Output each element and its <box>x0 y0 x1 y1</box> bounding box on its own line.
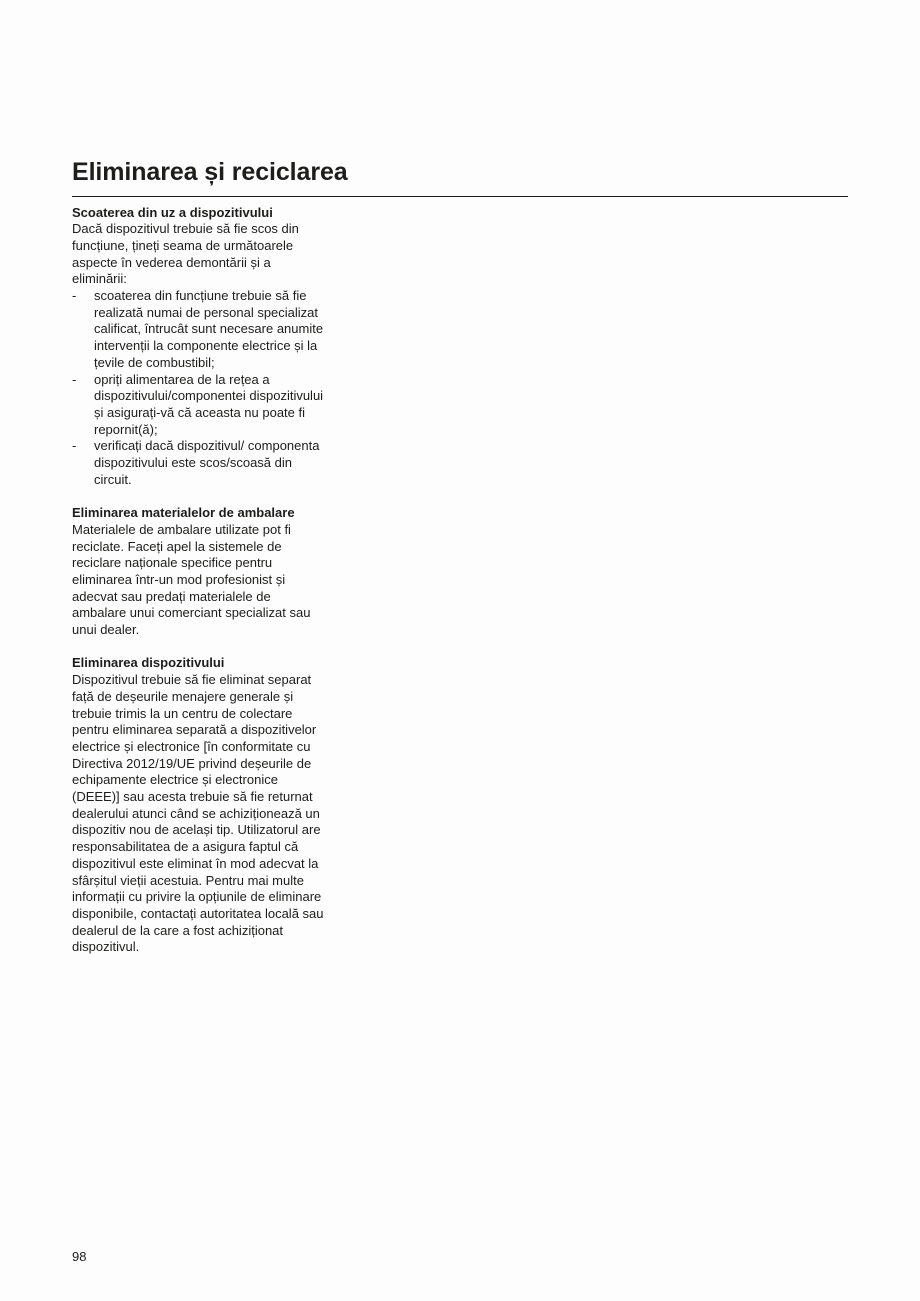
device-disposal-body: Dispozitivul trebuie să fie eliminat separat față de deșeurile menajere generale și trebuie trimis la un centru de colectare pentru eliminarea separată a dispozitivelor electrice și electronice [în conformitate cu Directiva 2012/19/UE privind deșeurile de echipamente electrice și electronice (DEEE)] sau acesta trebuie să fie returnat dealerului atunci când se achiziționează un dispozitiv nou de același tip. Utilizatorul are responsabilitatea de a asigura faptul că dispozitivul este eliminat în mod adecvat la sfârșitul vieții acestuia. Pentru mai multe informații cu privire la opțiunile de eliminare disponibile, contactați autoritatea locală sau dealerul de la care a fost achiziționat dispozitivul. <box>72 672 324 955</box>
title-divider <box>72 196 848 197</box>
section-decommission <box>72 205 324 489</box>
decommission-intro: Dacă dispozitivul trebuie să fie scos din funcțiune, țineți seama de următoarele aspecte în vederea demontării și a eliminării: <box>72 221 299 287</box>
section-heading-device-disposal: Eliminarea dispozitivului <box>72 655 225 671</box>
list-item <box>72 438 324 488</box>
bullet-dash: - <box>72 371 77 387</box>
decommission-bullet-list <box>72 288 324 488</box>
page-title: Eliminarea și reciclarea <box>72 158 348 186</box>
section-spacer <box>72 639 324 656</box>
section-heading-packaging: Eliminarea materialelor de ambalare <box>72 505 295 521</box>
section-device-disposal <box>72 655 324 956</box>
section-packaging <box>72 505 324 639</box>
bullet-text: verificați dacă dispozitivul/ componenta dispozitivului este scos/scoasă din circuit. <box>94 438 320 487</box>
list-item <box>72 288 324 372</box>
bullet-text: opriți alimentarea de la rețea a dispozitivului/componentei dispozitivului și asigurați-vă că aceasta nu poate fi repornit(ă); <box>94 371 324 437</box>
bullet-dash: - <box>72 288 77 304</box>
bullet-text: scoaterea din funcțiune trebuie să fie realizată numai de personal specializat calificat, întrucât sunt necesare anumite intervenții la componente electrice și la țevile de combustibil; <box>94 288 324 370</box>
main-column <box>72 205 324 957</box>
section-spacer <box>72 488 324 505</box>
section-heading-decommission: Scoaterea din uz a dispozitivului <box>72 204 273 220</box>
bullet-dash: - <box>72 438 77 454</box>
list-item <box>72 372 324 439</box>
page-number: 98 <box>72 1249 87 1264</box>
packaging-body: Materialele de ambalare utilizate pot fi reciclate. Faceți apel la sistemele de reciclare naționale specifice pentru eliminarea într-un mod profesionist și adecvat sau predați materialele de ambalare unui comerciant specializat sau unui dealer. <box>72 521 311 638</box>
